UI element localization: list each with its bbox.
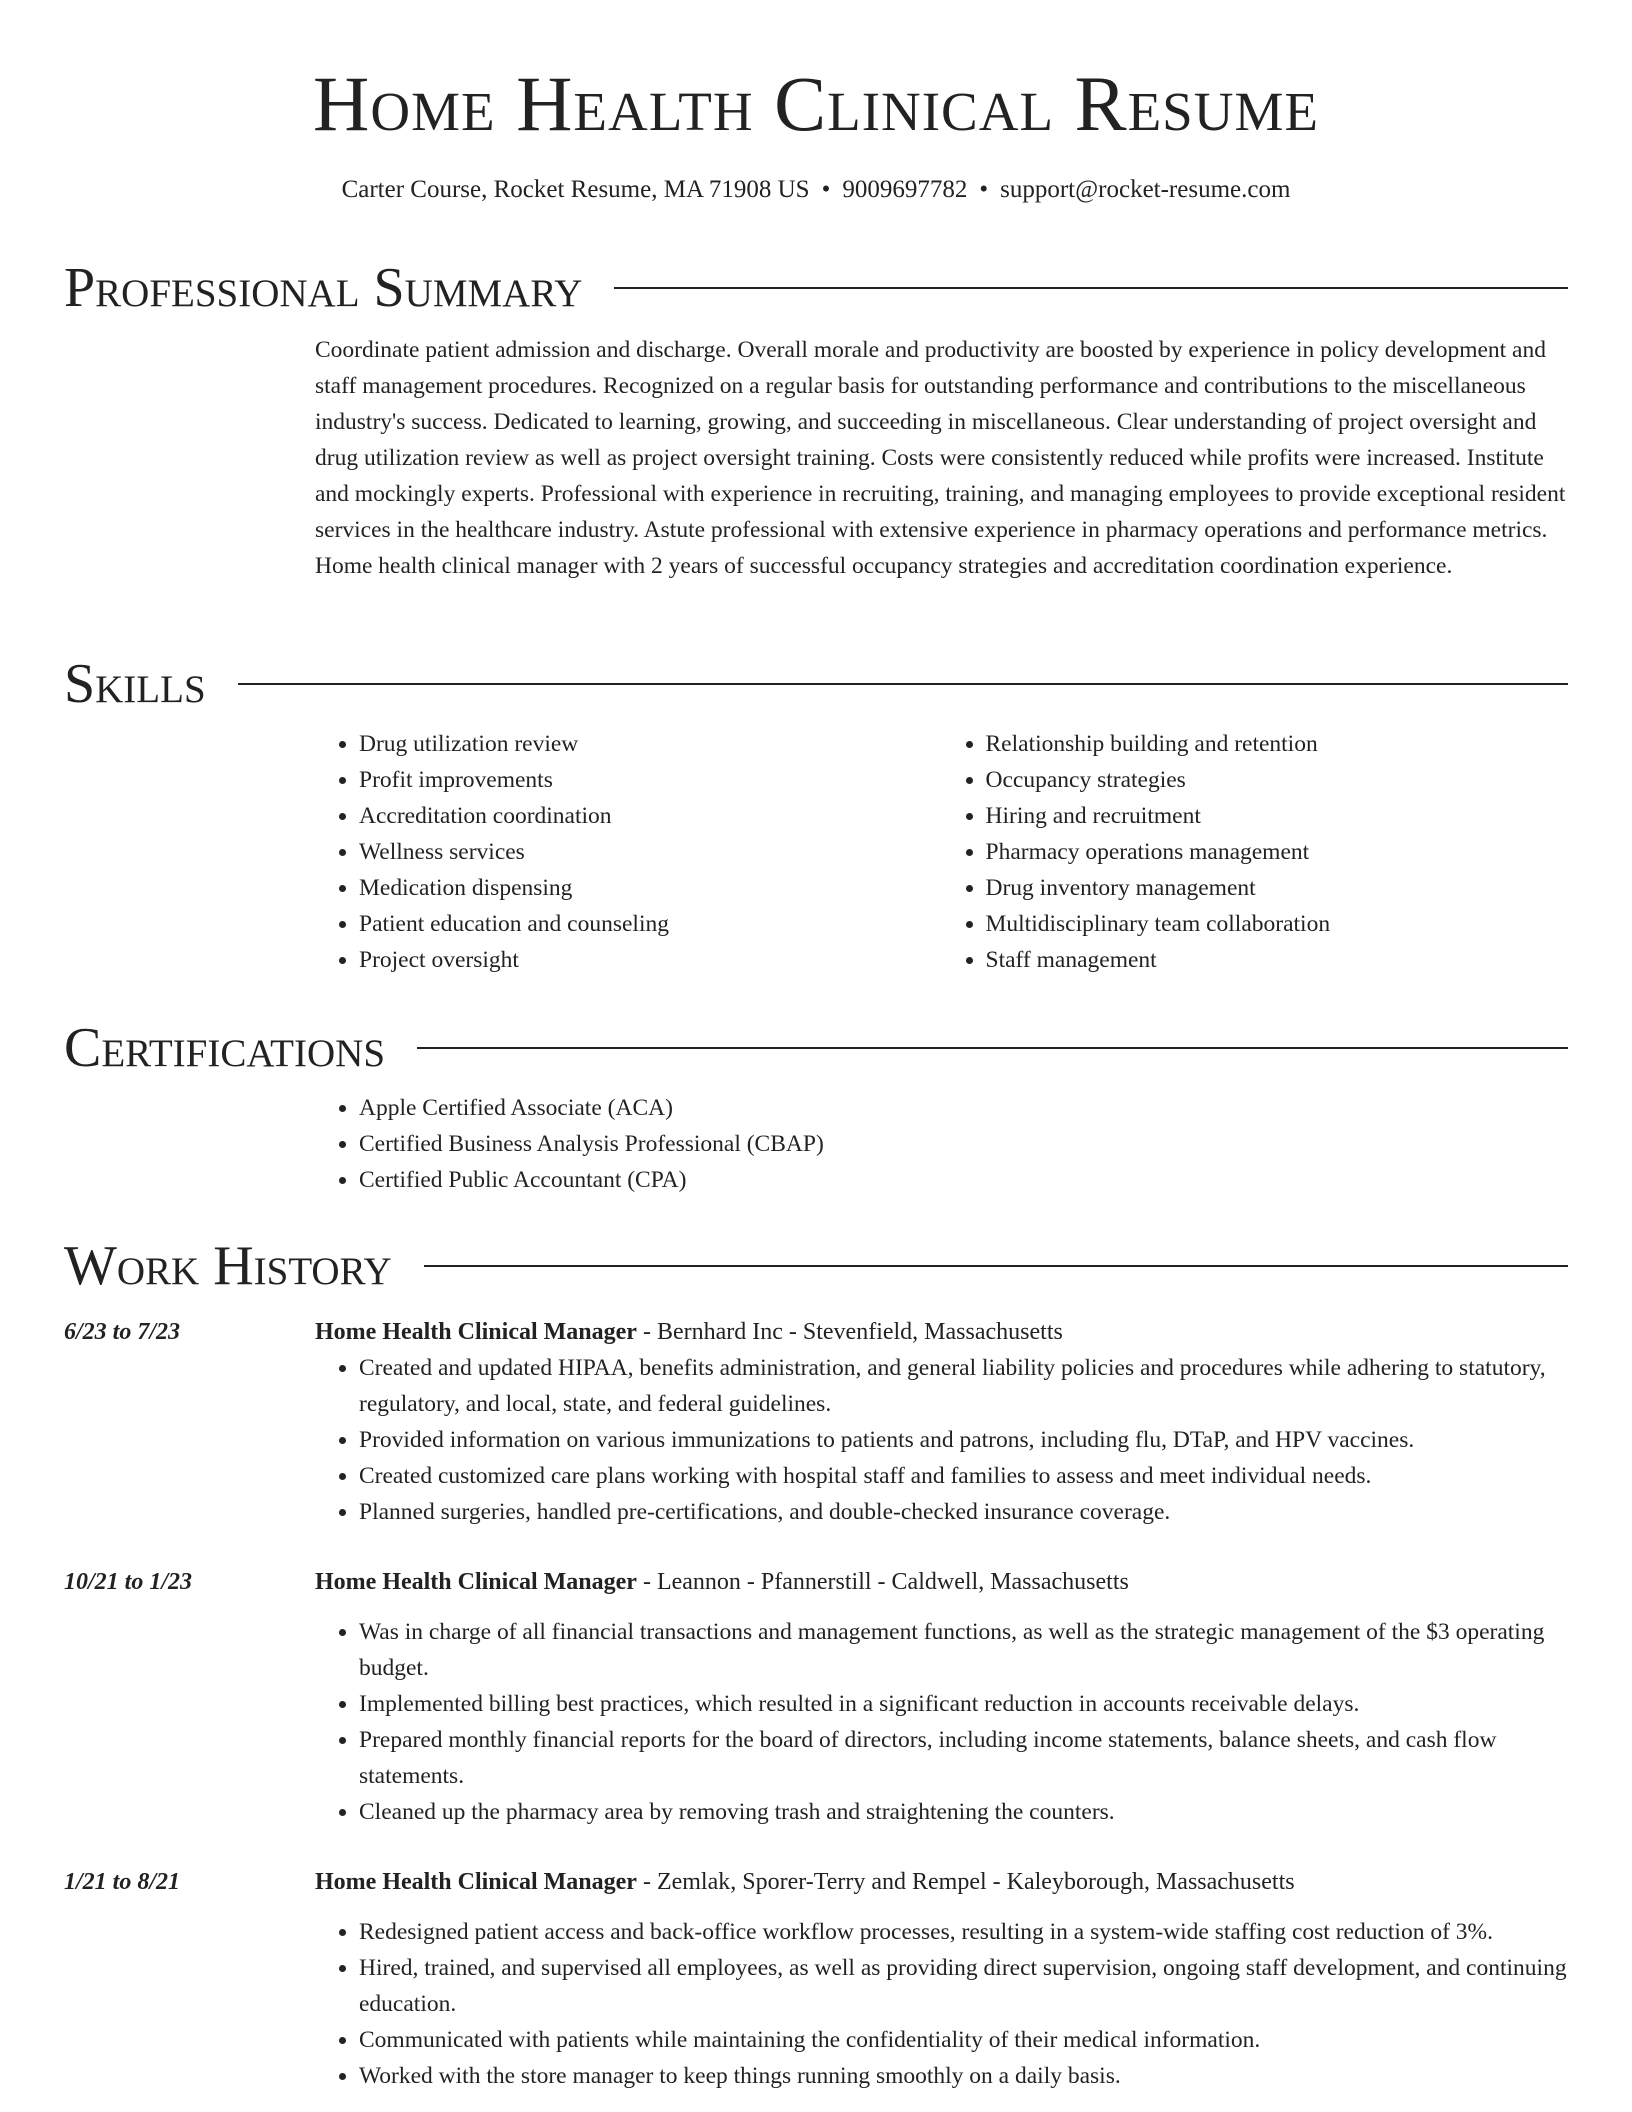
certifications-list-wrap [315,1090,1568,1198]
skill-item: • Patient education and counseling [359,906,942,942]
skill-item: • Wellness services [359,834,942,870]
skill-item: • Pharmacy operations management [986,834,1569,870]
job-bullet: • Redesigned patient access and back-office workflow processes, resulting in a system-wide staffing cost reduction of 3%. [359,1914,1568,1950]
job-title: Home Health Clinical Manager [315,1319,637,1345]
job-entry [64,1564,1568,1830]
job-heading [315,1564,1568,1600]
skill-item: • Medication dispensing [359,870,942,906]
contact-separator: • [821,176,831,203]
job-bullet: • Communicated with patients while maintaining the confidentiality of their medical information. [359,2022,1568,2058]
certifications-heading: Certifications [64,1017,386,1079]
skill-item: • Staff management [986,942,1569,978]
job-dates: 1/21 to 8/21 [64,1869,181,1895]
section-divider [424,1265,1568,1267]
job-bullets [315,1914,1568,2094]
certifications-header [64,1018,1568,1078]
summary-section [64,258,1568,584]
skill-item: • Drug utilization review [359,726,942,762]
job-details [315,1564,1568,1830]
job-bullet: • Cleaned up the pharmacy area by removing trash and straightening the counters. [359,1794,1568,1830]
job-bullet: • Hired, trained, and supervised all employees, as well as providing direct supervision, ongoing staff development, and continuing education. [359,1950,1568,2022]
skills-header [64,654,1568,714]
contact-phone: 9009697782 [842,176,968,203]
job-employer: - Leannon - Pfannerstill - Caldwell, Massachusetts [636,1569,1129,1595]
job-bullet: • Was in charge of all financial transactions and management functions, as well as the strategic management of the $3 operating budget. [359,1614,1568,1686]
job-bullet: • Created customized care plans working with hospital staff and families to assess and meet individual needs. [359,1458,1568,1494]
job-entry [64,1314,1568,1530]
contact-line [0,174,1632,206]
skill-item: • Relationship building and retention [986,726,1569,762]
job-details [315,1314,1568,1530]
skills-section [64,654,1568,978]
job-bullets [315,1614,1568,1830]
job-details [315,1864,1568,2094]
job-title: Home Health Clinical Manager [315,1569,637,1595]
skill-item: • Multidisciplinary team collaboration [986,906,1569,942]
job-dates: 6/23 to 7/23 [64,1319,181,1345]
summary-header [64,258,1568,318]
job-employer: - Zemlak, Sporer-Terry and Rempel - Kaleyborough, Massachusetts [636,1869,1295,1895]
job-bullet: • Prepared monthly financial reports for the board of directors, including income statements, balance sheets, and cash flow statements. [359,1722,1568,1794]
job-bullet: • Worked with the store manager to keep things running smoothly on a daily basis. [359,2058,1568,2094]
skill-item: • Profit improvements [359,762,942,798]
certification-item: • Apple Certified Associate (ACA) [359,1090,1568,1126]
skill-item: • Occupancy strategies [986,762,1569,798]
work-history-header [64,1236,1568,1296]
job-dates: 10/21 to 1/23 [64,1569,193,1595]
job-title: Home Health Clinical Manager [315,1869,637,1895]
contact-address: Carter Course, Rocket Resume, MA 71908 US [341,176,810,203]
job-bullet: • Implemented billing best practices, which resulted in a significant reduction in accounts receivable delays. [359,1686,1568,1722]
job-bullet: • Planned surgeries, handled pre-certifications, and double-checked insurance coverage. [359,1494,1568,1530]
resume-title: Home Health Clinical Resume [313,60,1319,147]
skills-list-right [942,726,1569,978]
skill-item: • Project oversight [359,942,942,978]
job-entry [64,1864,1568,2094]
certification-item: • Certified Public Accountant (CPA) [359,1162,1568,1198]
section-divider [238,683,1568,685]
skill-item: • Drug inventory management [986,870,1569,906]
summary-heading: Professional Summary [64,257,583,319]
summary-text: Coordinate patient admission and discharge. Overall morale and productivity are boosted by experience in policy development and staff management procedures. Recognized on a regular basis for outstanding performance and contributions to the miscellaneous industry's success. Dedicated to learning, growing, and succeeding in miscellaneous. Clear understanding of project oversight and drug utilization review as well as project oversight training. Costs were consistently reduced while profits were increased. Institute and mockingly experts. Professional with experience in recruiting, training, and managing employees to provide exceptional resident services in the healthcare industry. Astute professional with extensive experience in pharmacy operations and performance metrics. Home health clinical manager with 2 years of successful occupancy strategies and accreditation coordination experience. [315,337,1566,579]
job-bullets [315,1350,1568,1530]
section-divider [614,287,1568,289]
skills-columns [315,726,1568,978]
job-heading [315,1864,1568,1900]
section-divider [417,1047,1568,1049]
certifications-section [64,1018,1568,1198]
work-history-heading: Work History [64,1235,392,1297]
job-bullet: • Provided information on various immunizations to patients and patrons, including flu, DTaP, and HPV vaccines. [359,1422,1568,1458]
skill-item: • Hiring and recruitment [986,798,1569,834]
work-history-section [64,1236,1568,2094]
contact-email: support@rocket-resume.com [1000,176,1291,203]
job-employer: - Bernhard Inc - Stevenfield, Massachusetts [636,1319,1063,1345]
contact-separator: • [979,176,989,203]
certifications-list [315,1090,1568,1198]
skills-heading: Skills [64,653,206,715]
certification-item: • Certified Business Analysis Professional (CBAP) [359,1126,1568,1162]
skills-list-left [315,726,942,978]
job-bullet: • Created and updated HIPAA, benefits administration, and general liability policies and procedures while adhering to statutory, regulatory, and local, state, and federal guidelines. [359,1350,1568,1422]
job-heading [315,1314,1568,1350]
skill-item: • Accreditation coordination [359,798,942,834]
